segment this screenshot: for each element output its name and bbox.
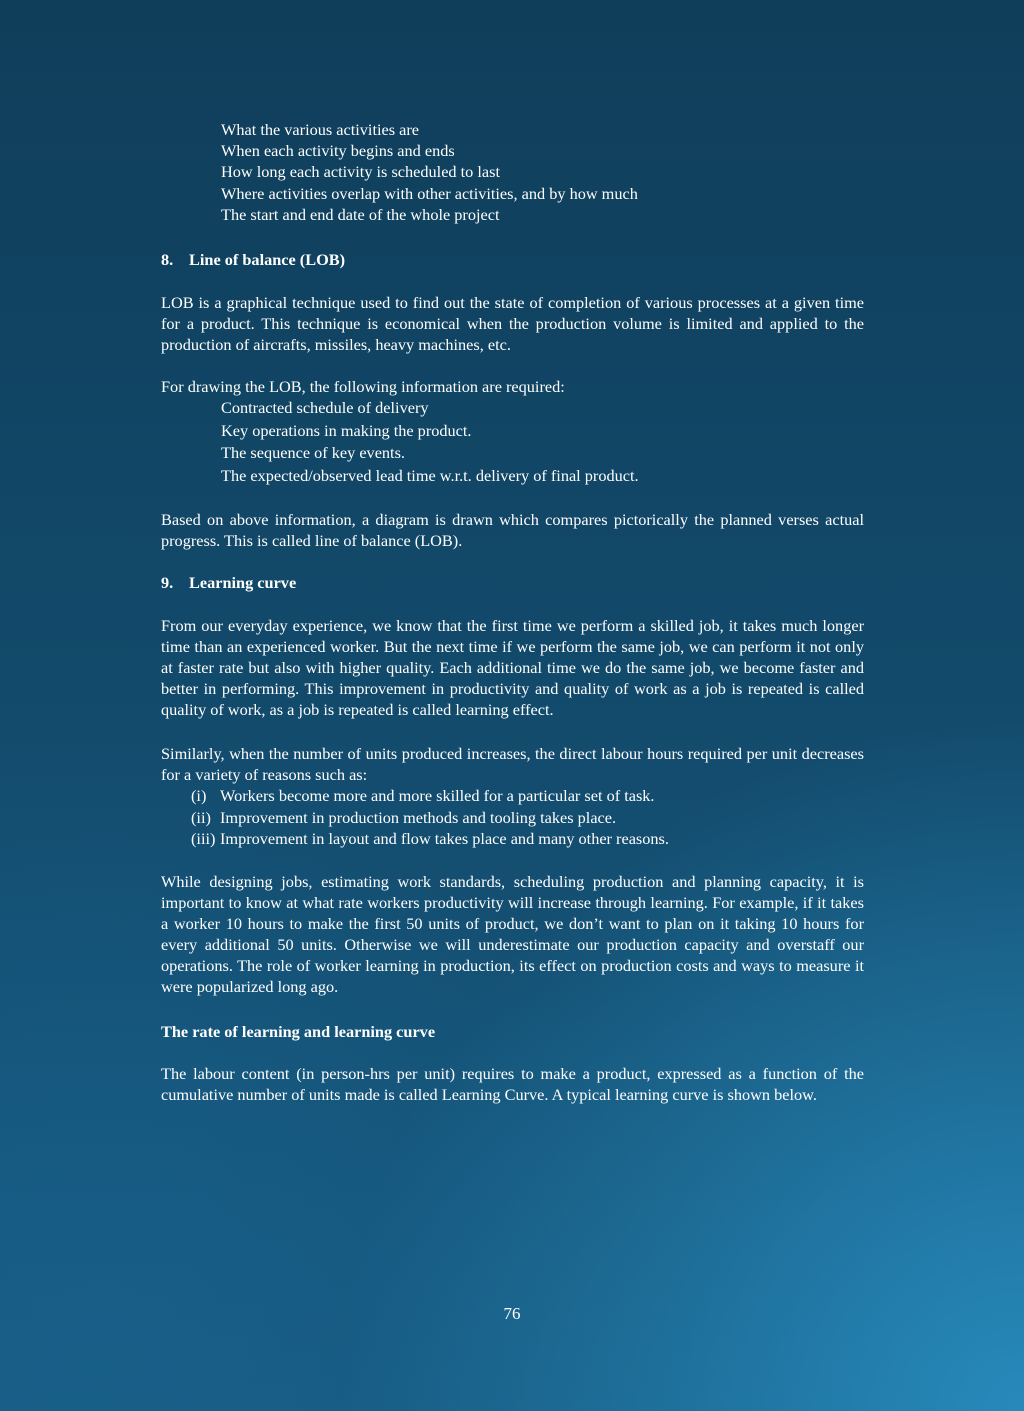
section-title: Line of balance (LOB) <box>189 250 346 270</box>
list-item: Key operations in making the product. <box>221 420 472 440</box>
list-item: The start and end date of the whole project <box>221 204 500 224</box>
list-item <box>191 828 864 850</box>
activity-info-list <box>161 119 864 225</box>
page-number: 76 <box>503 1304 521 1323</box>
section-title: Learning curve <box>189 573 297 593</box>
list-item-text: Improvement in production methods and tooling takes place. <box>220 807 617 827</box>
learning-curve-paragraph-1: From our everyday experience, we know that the first time we perform a skilled job, it takes much longer time than an experienced worker. But the next time if we perform the same job, we can perform it not only at faster rate but also with higher quality. Each additional time we do the same job, we become faster and better in performing. This improvement in productivity and quality of work as a job is repeated is called quality of work, as a job is repeated is called learning effect. <box>161 616 864 720</box>
list-item: How long each activity is scheduled to last <box>221 162 500 182</box>
list-marker: (ii) <box>191 807 211 827</box>
section-8-heading <box>161 249 864 270</box>
reasons-list <box>161 785 864 850</box>
list-item <box>191 807 864 829</box>
list-item: The expected/observed lead time w.r.t. delivery of final product. <box>221 465 639 485</box>
lob-intro-paragraph: LOB is a graphical technique used to find out the state of completion of various processes at a given time for a product. This technique is economical when the production volume is limited and applied to the production of aircrafts, missiles, heavy machines, etc. <box>161 293 864 355</box>
document-page <box>161 119 864 1105</box>
list-item-text: Improvement in layout and flow takes place and many other reasons. <box>220 829 669 849</box>
list-marker: (i) <box>191 786 207 806</box>
subsection-heading: The rate of learning and learning curve <box>161 1021 436 1041</box>
list-item: Contracted schedule of delivery <box>221 398 429 418</box>
learning-curve-paragraph-2: Similarly, when the number of units produced increases, the direct labour hours required per unit decreases for a variety of reasons such as: <box>161 744 864 785</box>
section-9-heading <box>161 572 864 593</box>
lob-requirements-list <box>161 397 864 487</box>
learning-curve-definition-paragraph: The labour content (in person-hrs per unit) requires to make a product, expressed as a function of the cumulative number of units made is called Learning Curve. A typical learning curve is shown below. <box>161 1063 864 1104</box>
list-marker: (iii) <box>191 829 216 849</box>
section-number: 8. <box>161 250 174 270</box>
list-item: The sequence of key events. <box>221 443 405 463</box>
list-item: When each activity begins and ends <box>221 141 455 161</box>
section-number: 9. <box>161 573 174 593</box>
list-item-text: Workers become more and more skilled for a particular set of task. <box>220 786 655 806</box>
list-item: What the various activities are <box>221 120 420 139</box>
learning-curve-paragraph-3: While designing jobs, estimating work standards, scheduling production and planning capacity, it is important to know at what rate workers productivity will increase through learning. For example, if it takes a worker 10 hours to make the first 50 units of product, we don’t want to plan on it taking 10 hours for every additional 50 units. Otherwise we will underestimate our production capacity and overstaff our operations. The role of worker learning in production, its effect on production costs and ways to measure it were popularized long ago. <box>161 871 864 996</box>
list-item <box>191 785 864 807</box>
lob-requirements-lead: For drawing the LOB, the following information are required: <box>161 377 565 397</box>
lob-conclusion-paragraph: Based on above information, a diagram is drawn which compares pictorically the planned verses actual progress. This is called line of balance (LOB). <box>161 510 864 551</box>
list-item: Where activities overlap with other activities, and by how much <box>221 183 638 203</box>
